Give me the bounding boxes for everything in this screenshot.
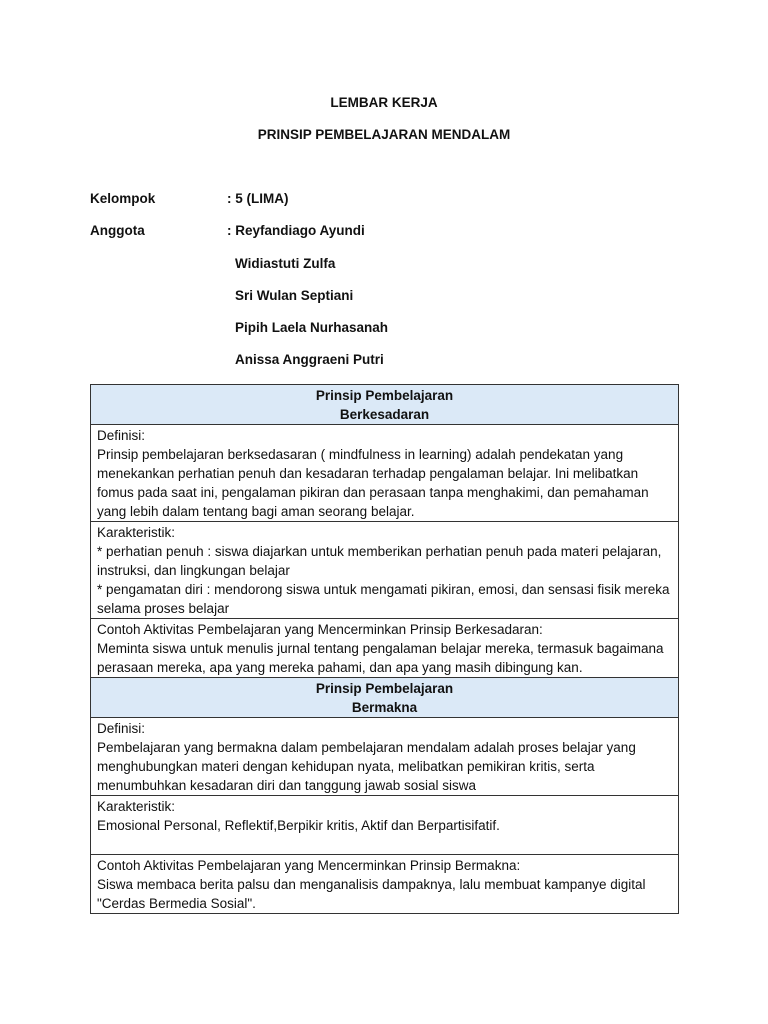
- member-name: Widiastuti Zulfa: [235, 256, 336, 271]
- table-row: [91, 678, 679, 718]
- contoh-text: Meminta siswa untuk menulis jurnal tentang pengalaman belajar mereka, termasuk bagaimana perasaan mereka, apa yang mereka pahami, dan apa yang masih dibingung kan.: [97, 641, 664, 675]
- contoh-cell: [91, 619, 679, 678]
- document-subtitle: PRINSIP PEMBELAJARAN MENDALAM: [257, 127, 511, 142]
- section-heading-line: Bermakna: [351, 700, 418, 715]
- document-title: LEMBAR KERJA: [330, 95, 438, 110]
- anggota-label: Anggota: [90, 223, 145, 238]
- table-row: [91, 718, 679, 796]
- member-name: Anissa Anggraeni Putri: [235, 352, 384, 367]
- section-heading-line: Prinsip Pembelajaran: [315, 388, 454, 403]
- table-row: [91, 425, 679, 522]
- karakteristik-label: Karakteristik:: [97, 525, 176, 540]
- karakteristik-item: * pengamatan diri : mendorong siswa untuk mengamati pikiran, emosi, dan sensasi fisik mereka selama proses belajar: [97, 582, 670, 616]
- karakteristik-cell: [91, 522, 679, 619]
- table-row: [91, 796, 679, 855]
- definisi-label: Definisi:: [97, 721, 146, 736]
- table-row: [91, 855, 679, 914]
- karakteristik-text: Emosional Personal, Reflektif,Berpikir kritis, Aktif dan Berpartisifatif.: [97, 818, 500, 833]
- karakteristik-item: * perhatian penuh : siswa diajarkan untuk memberikan perhatian penuh pada materi pelajaran, instruksi, dan lingkungan belajar: [97, 544, 662, 578]
- member-name: : Reyfandiago Ayundi: [227, 223, 365, 238]
- definisi-text: Pembelajaran yang bermakna dalam pembelajaran mendalam adalah proses belajar yang menghubungkan materi dengan kehidupan nyata, melibatkan pemikiran kritis, serta menumbuhkan kesadaran diri dan tanggung jawab sosial siswa: [97, 740, 636, 793]
- contoh-label: Contoh Aktivitas Pembelajaran yang Mencerminkan Prinsip Berkesadaran:: [97, 622, 543, 637]
- contoh-label: Contoh Aktivitas Pembelajaran yang Mencerminkan Prinsip Bermakna:: [97, 858, 521, 873]
- table-row: [91, 385, 679, 425]
- kelompok-value: : 5 (LIMA): [227, 191, 289, 206]
- section-heading: [91, 385, 679, 425]
- member-name: Sri Wulan Septiani: [235, 288, 354, 303]
- principles-table: [90, 384, 679, 914]
- definisi-label: Definisi:: [97, 428, 146, 443]
- section-heading-line: Prinsip Pembelajaran: [315, 681, 454, 696]
- karakteristik-label: Karakteristik:: [97, 799, 176, 814]
- definisi-cell: [91, 718, 679, 796]
- definisi-cell: [91, 425, 679, 522]
- contoh-cell: [91, 855, 679, 914]
- kelompok-label: Kelompok: [90, 191, 156, 206]
- member-name: Pipih Laela Nurhasanah: [235, 320, 389, 335]
- contoh-text: Siswa membaca berita palsu dan menganalisis dampaknya, lalu membuat kampanye digital "Cerdas Bermedia Sosial".: [97, 877, 646, 911]
- blank-line: [97, 835, 672, 854]
- table-row: [91, 522, 679, 619]
- table-row: [91, 619, 679, 678]
- definisi-text: Prinsip pembelajaran berksedasaran ( mindfulness in learning) adalah pendekatan yang menekankan perhatian penuh dan kesadaran terhadap pengalaman belajar. Ini melibatkan fomus pada saat ini, pengalaman pikiran dan perasaan tanpa menghakimi, dan pemahaman yang lebih dalam tentang bagi aman seorang belajar.: [97, 447, 649, 519]
- section-heading: [91, 678, 679, 718]
- section-heading-line: Berkesadaran: [339, 407, 430, 422]
- karakteristik-cell: [91, 796, 679, 855]
